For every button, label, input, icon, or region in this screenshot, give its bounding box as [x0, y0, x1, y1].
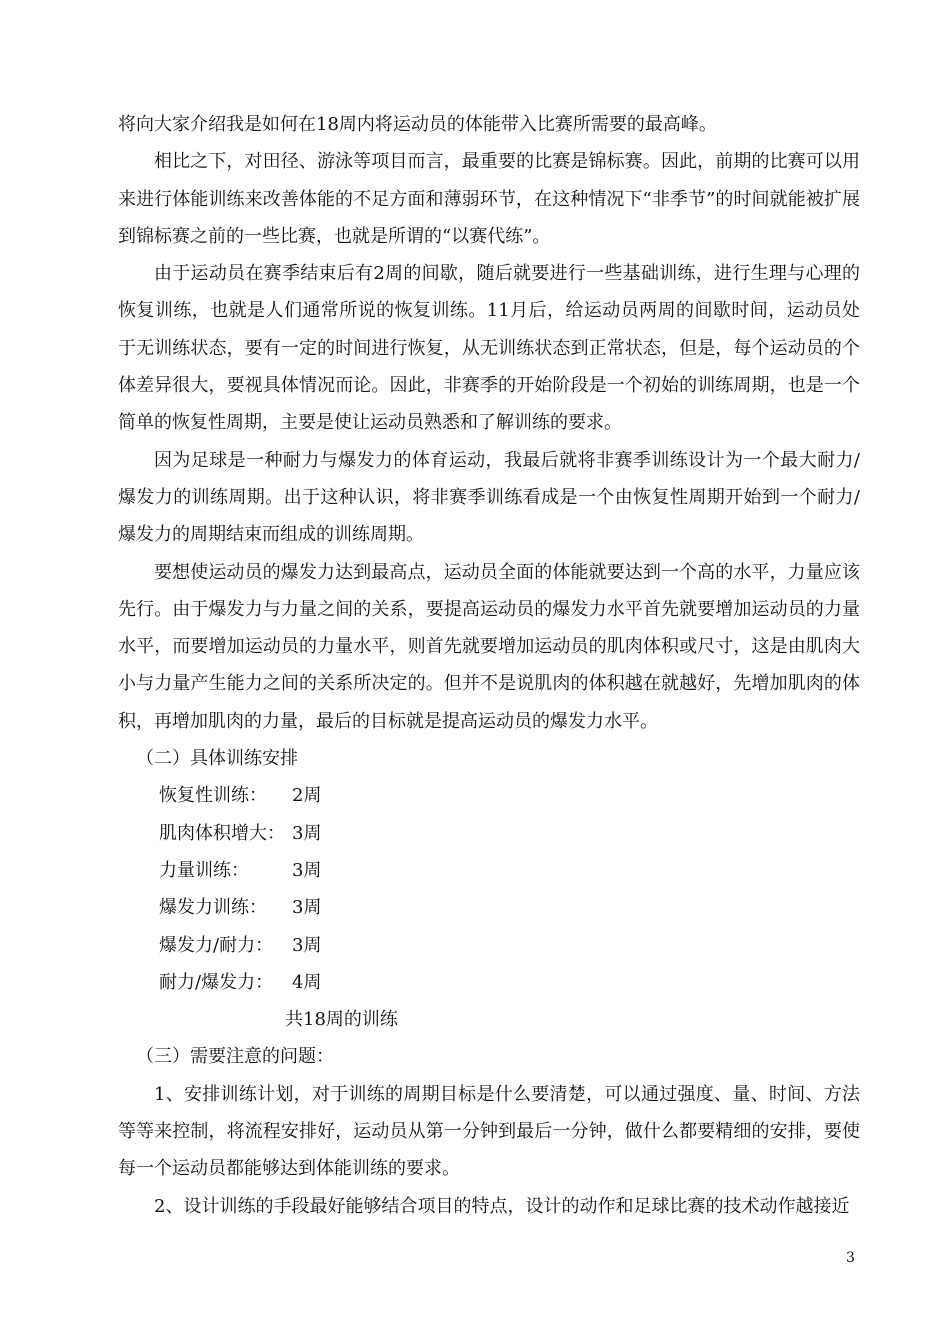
schedule-item-duration: 2周: [292, 785, 322, 807]
schedule-item: [118, 889, 860, 926]
schedule-item-duration: 3周: [292, 897, 322, 919]
schedule-item-duration: 3周: [292, 934, 322, 956]
schedule-item-name: 爆发力/耐力：: [159, 934, 274, 956]
schedule-item: [118, 927, 860, 964]
training-schedule-list: [118, 777, 860, 1001]
schedule-item: [118, 815, 860, 852]
schedule-item-duration: 3周: [292, 859, 322, 881]
schedule-item-name: 爆发力训练：: [159, 897, 267, 919]
paragraph-championship-comparison: 相比之下，对田径、游泳等项目而言，最重要的比赛是锦标赛。因此，前期的比赛可以用来进行体能训练来改善体能的不足方面和薄弱环节，在这种情况下“非季节”的时间就能被扩展到锦标赛之前的一些比赛，也就是所谓的“以赛代练”。: [118, 151, 860, 247]
paragraph-endurance-power-cycle: 因为足球是一种耐力与爆发力的体育运动，我最后就将非赛季训练设计为一个最大耐力/爆发力的训练周期。出于这种认识，将非赛季训练看成是一个由恢复性周期开始到一个耐力/爆发力的周期结束而组成的训练周期。: [118, 449, 860, 546]
schedule-item-name: 恢复性训练：: [159, 785, 267, 807]
schedule-item-duration: 3周: [292, 822, 322, 844]
schedule-item: [118, 852, 860, 889]
section-heading-notes: （三）需要注意的问题：: [136, 1046, 334, 1068]
schedule-item-name: 力量训练：: [159, 859, 249, 881]
paragraph-intro-continuation: 将向大家介绍我是如何在18周内将运动员的体能带入比赛所需要的最高峰。: [118, 114, 717, 135]
paragraph-note-2: 2、设计训练的手段最好能够结合项目的特点，设计的动作和足球比赛的技术动作越接近: [154, 1195, 850, 1217]
schedule-item-name: 肌肉体积增大：: [159, 822, 285, 844]
paragraph-note-1: 1、安排训练计划，对于训练的周期目标是什么要清楚，可以通过强度、量、时间、方法等等来控制，将流程安排好，运动员从第一分钟到最后一分钟，做什么都要精细的安排，要使每一个运动员都能够达到体能训练的要求。: [118, 1083, 860, 1180]
page-number: 3: [846, 1250, 855, 1266]
paragraph-strength-first: 要想使运动员的爆发力达到最高点，运动员全面的体能就要达到一个高的水平，力量应该先行。由于爆发力与力量之间的关系，要提高运动员的爆发力水平首先就要增加运动员的力量水平，而要增加运动员的力量水平，则首先就要增加运动员的肌肉体积或尺寸，这是由肌肉大小与力量产生能力之间的关系所决定的。但并不是说肌肉的体积越在就越好，先增加肌肉的体积，再增加肌肉的力量，最后的目标就是提高运动员的爆发力水平。: [118, 561, 860, 732]
schedule-item-name: 耐力/爆发力：: [159, 971, 274, 993]
schedule-item: [118, 964, 860, 1001]
section-heading-schedule: （二）具体训练安排: [136, 748, 298, 770]
schedule-item: [118, 777, 860, 814]
schedule-total: 共18周的训练: [285, 1009, 398, 1031]
schedule-item-duration: 4周: [292, 971, 322, 993]
document-body: [118, 106, 860, 1225]
paragraph-recovery-training: 由于运动员在赛季结束后有2周的间歇，随后就要进行一些基础训练，进行生理与心理的恢复训练，也就是人们通常所说的恢复训练。11月后，给运动员两周的间歇时间，运动员处于无训练状态，要有一定的时间进行恢复，从无训练状态到正常状态，但是，每个运动员的个体差异很大，要视具体情况而论。因此，非赛季的开始阶段是一个初始的训练周期，也是一个简单的恢复性周期，主要是使让运动员熟悉和了解训练的要求。: [118, 263, 860, 434]
